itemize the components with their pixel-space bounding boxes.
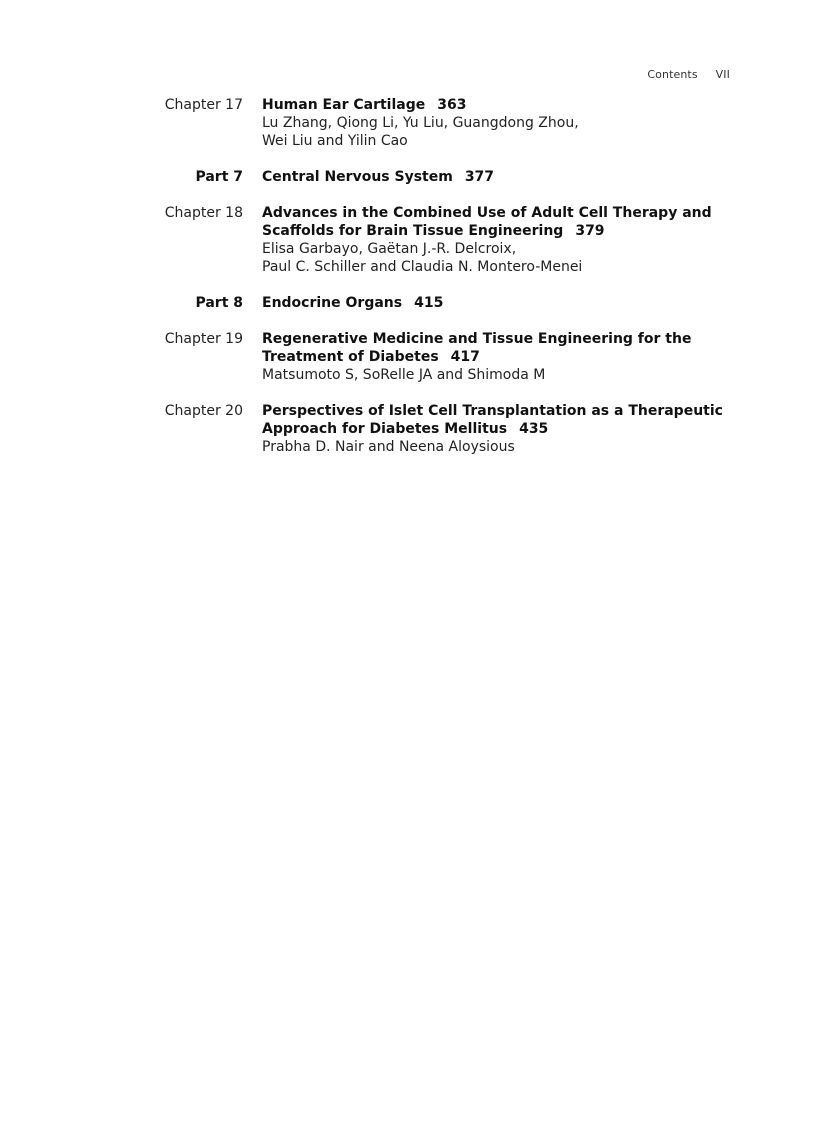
entry-body [262,168,732,186]
entry-label: Chapter 19 [164,331,243,347]
title-line: Central Nervous System [262,169,453,185]
entry-body [262,330,732,384]
author-line: Elisa Garbayo, Gaëtan J.-R. Delcroix, [262,241,517,257]
entry-label: Part 8 [195,295,243,311]
toc-entry-chapter-19 [0,330,816,384]
author-line: Wei Liu and Yilin Cao [262,133,408,149]
entry-body [262,96,732,150]
title-line: Endocrine Organs [262,295,403,311]
title-line: Regenerative Medicine and Tissue Engineering for the [262,331,692,347]
entry-label: Part 7 [195,169,243,185]
page-number: 417 [450,349,480,365]
author-line: Lu Zhang, Qiong Li, Yu Liu, Guangdong Zhou, [262,115,579,131]
title-line: Treatment of Diabetes [262,349,439,365]
title-line: Human Ear Cartilage [262,97,426,113]
page-number: 415 [414,295,444,311]
page-number: 435 [519,421,549,437]
running-header [647,68,730,81]
page-number: 363 [437,97,467,113]
title-line: Scaffolds for Brain Tissue Engineering [262,223,564,239]
title-line: Advances in the Combined Use of Adult Cell Therapy and [262,205,712,221]
author-line: Paul C. Schiller and Claudia N. Montero-Menei [262,259,583,275]
entry-authors [262,438,732,456]
toc-entry-chapter-17 [0,96,816,150]
page-number: 377 [464,169,495,185]
table-of-contents [0,96,816,474]
entry-label: Chapter 20 [164,403,243,419]
entry-authors [262,366,732,384]
entry-body [262,204,732,276]
entry-title [262,402,732,438]
entry-body [262,294,732,312]
entry-label: Chapter 18 [164,205,243,221]
header-page-number: VII [715,68,730,81]
entry-label: Chapter 17 [164,97,243,113]
author-line: Prabha D. Nair and Neena Aloysious [262,439,515,455]
entry-title [262,96,732,114]
title-line: Approach for Diabetes Mellitus [262,421,508,437]
entry-title [262,330,732,366]
toc-entry-part-7 [0,168,816,186]
entry-title [262,204,732,240]
entry-authors [262,114,732,150]
toc-entry-part-8 [0,294,816,312]
entry-body [262,402,732,456]
toc-entry-chapter-20 [0,402,816,456]
page-number: 379 [575,223,605,239]
title-line: Perspectives of Islet Cell Transplantation as a Therapeutic [262,403,723,419]
entry-title [262,294,732,312]
header-section-title: Contents [647,68,698,81]
author-line: Matsumoto S, SoRelle JA and Shimoda M [262,367,546,383]
entry-authors [262,240,732,276]
toc-entry-chapter-18 [0,204,816,276]
entry-title [262,168,732,186]
